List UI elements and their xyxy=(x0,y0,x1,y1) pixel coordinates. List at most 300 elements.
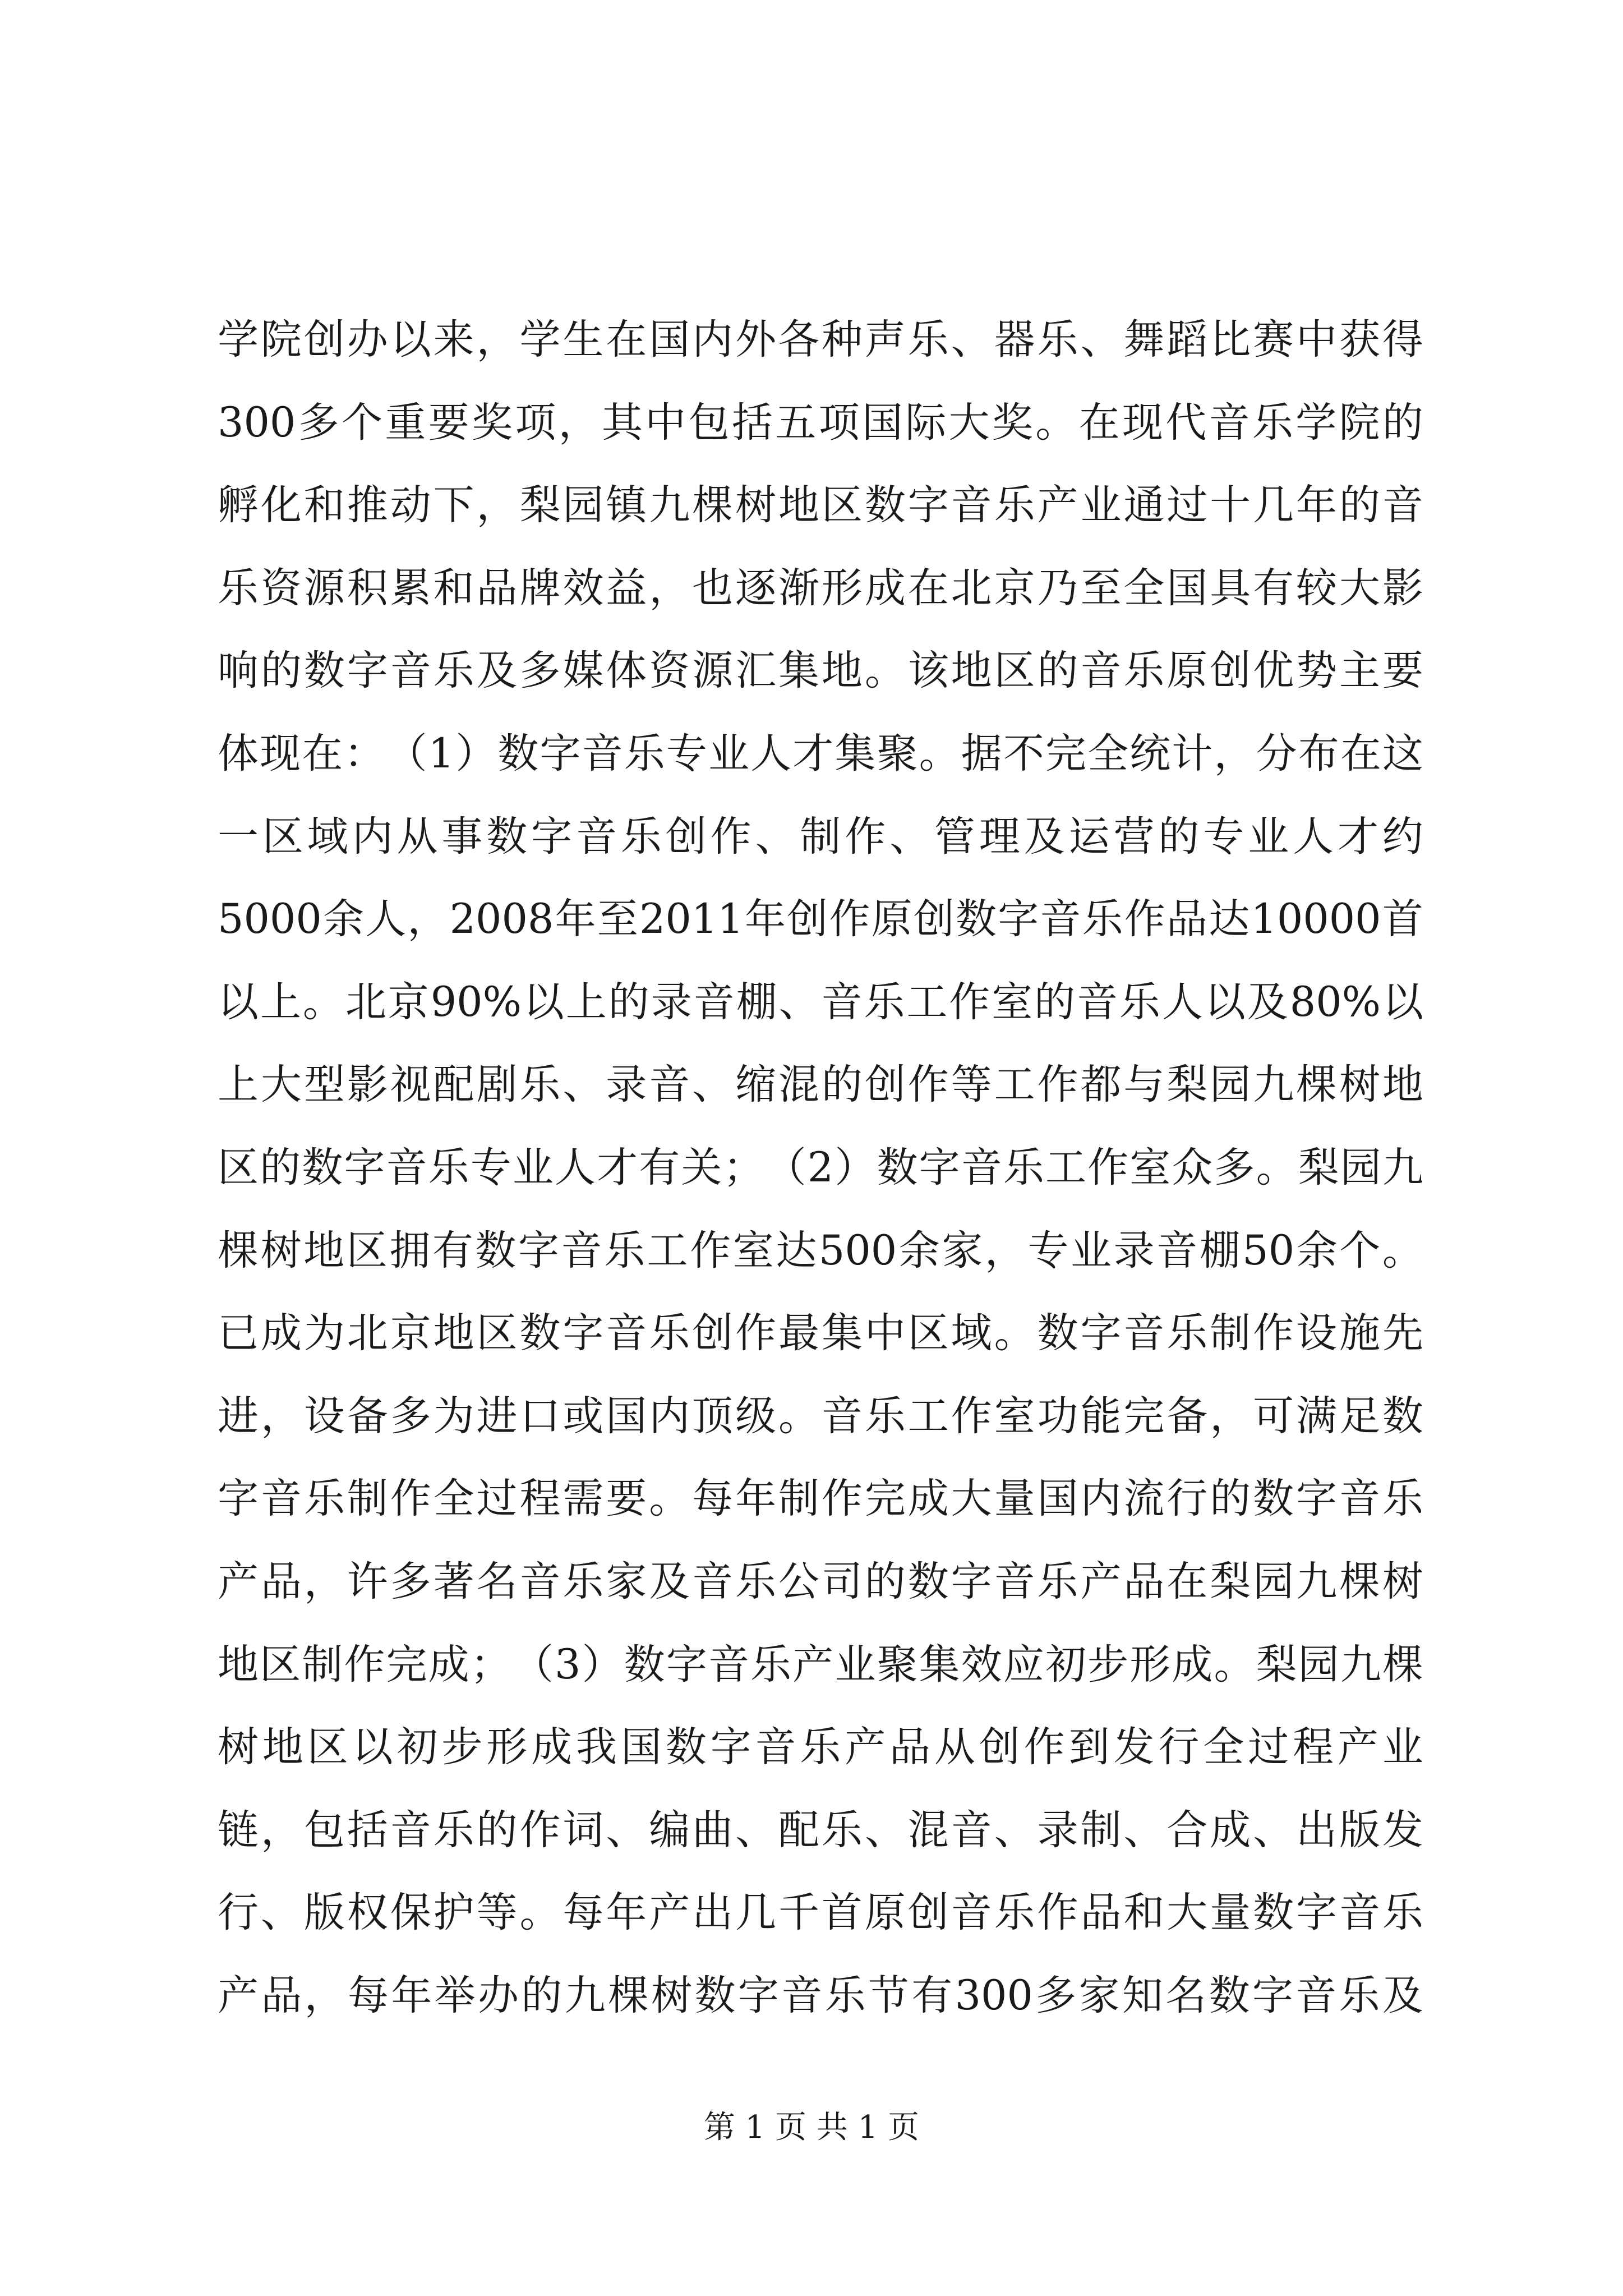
text-line xyxy=(218,961,1423,1044)
text-glyph: 乐 xyxy=(994,481,1035,530)
text-glyph: 比 xyxy=(1210,316,1251,364)
text-glyph: 才 xyxy=(792,729,834,777)
text-glyph: 业 xyxy=(1071,1226,1112,1274)
text-glyph: 人 xyxy=(1293,812,1334,861)
text-glyph: 来 xyxy=(433,316,474,364)
text-glyph: 字 xyxy=(1252,1971,1293,2019)
text-glyph: 国 xyxy=(606,1392,647,1440)
text-glyph: 发 xyxy=(1382,1806,1423,1854)
text-glyph: 混 xyxy=(778,1061,819,1109)
text-glyph: 名 xyxy=(476,1557,518,1605)
text-glyph: 音 xyxy=(708,1640,749,1688)
text-glyph: 作 xyxy=(907,1061,949,1109)
text-glyph: 的 xyxy=(1210,1475,1251,1523)
text-glyph: 设 xyxy=(303,1392,345,1440)
text-glyph: 作 xyxy=(821,1475,863,1523)
text-glyph: 配 xyxy=(433,1061,474,1109)
text-glyph: 创 xyxy=(913,895,955,944)
text-glyph: 千 xyxy=(778,1889,819,1937)
text-glyph: 创 xyxy=(787,895,828,944)
text-glyph: 媒 xyxy=(562,647,604,695)
text-glyph: 业 xyxy=(708,729,749,777)
text-glyph: 成 xyxy=(907,1475,949,1523)
text-glyph: 园 xyxy=(1340,1143,1381,1191)
text-glyph: 年 xyxy=(744,895,786,944)
text-glyph: 从 xyxy=(934,1723,975,1772)
text-glyph: 办 xyxy=(347,316,388,364)
text-glyph: ） xyxy=(455,729,497,777)
text-glyph: 制 xyxy=(347,1475,388,1523)
text-glyph: 在 xyxy=(1166,1557,1208,1605)
text-glyph: 口 xyxy=(519,1392,561,1440)
text-line xyxy=(218,795,1423,878)
text-glyph: 数 xyxy=(1209,1971,1250,2019)
text-glyph: 创 xyxy=(665,812,707,861)
text-glyph: 乐 xyxy=(907,316,949,364)
text-glyph: 优 xyxy=(1253,647,1294,695)
text-glyph: 乐 xyxy=(1382,1475,1423,1523)
text-glyph: 字 xyxy=(218,1475,259,1523)
text-line xyxy=(218,547,1423,630)
text-glyph: 音 xyxy=(390,647,431,695)
text-glyph: 、 xyxy=(1123,1806,1165,1854)
text-glyph: 年 xyxy=(1296,481,1338,530)
text-glyph: 及 xyxy=(476,647,518,695)
text-glyph: 棚 xyxy=(736,978,777,1026)
text-line xyxy=(218,464,1423,547)
text-glyph: 字 xyxy=(951,1557,992,1605)
text-glyph: 该 xyxy=(907,647,949,695)
text-glyph: 乐 xyxy=(994,1889,1035,1937)
text-glyph: 、 xyxy=(562,1061,604,1109)
text-glyph: 的 xyxy=(260,1143,301,1191)
text-glyph: 数 xyxy=(665,1723,707,1772)
text-glyph: 录 xyxy=(1037,1806,1078,1854)
text-glyph: 首 xyxy=(1382,895,1423,944)
text-glyph: 形 xyxy=(486,1723,528,1772)
text-glyph: 音 xyxy=(781,1971,823,2019)
text-glyph: 编 xyxy=(649,1806,690,1854)
text-glyph: 才 xyxy=(597,1143,638,1191)
text-glyph: 缩 xyxy=(735,1061,777,1109)
text-glyph: 录 xyxy=(606,1061,647,1109)
text-glyph: 成 xyxy=(428,1640,469,1688)
text-glyph: 据 xyxy=(961,729,1002,777)
text-glyph: 过 xyxy=(476,1475,518,1523)
text-glyph: 通 xyxy=(1123,481,1165,530)
text-glyph: 制 xyxy=(1210,1309,1251,1358)
text-glyph: 乐 xyxy=(1037,1557,1078,1605)
text-glyph: 、 xyxy=(778,978,820,1026)
text-glyph: 棚 xyxy=(1199,1226,1241,1274)
text-glyph: 学 xyxy=(519,316,561,364)
text-glyph: 字 xyxy=(347,647,388,695)
text-glyph: 品 xyxy=(1166,895,1207,944)
text-glyph: 程 xyxy=(519,1475,561,1523)
text-glyph: 乐 xyxy=(428,1143,469,1191)
text-glyph: 人 xyxy=(1161,978,1203,1026)
text-glyph: 护 xyxy=(433,1889,474,1937)
text-glyph: 地 xyxy=(951,647,992,695)
text-line xyxy=(218,1209,1423,1292)
text-glyph: 以 xyxy=(352,1723,393,1772)
text-glyph: 生 xyxy=(562,316,604,364)
text-glyph: 外 xyxy=(735,316,777,364)
text-glyph: 运 xyxy=(1068,812,1110,861)
text-glyph: 音 xyxy=(1295,1971,1337,2019)
text-glyph: 作 xyxy=(690,1226,731,1274)
text-glyph: 大 xyxy=(951,1475,992,1523)
text-glyph: 及 xyxy=(1247,978,1288,1026)
text-glyph: 种 xyxy=(821,316,863,364)
text-glyph: 区 xyxy=(260,1640,301,1688)
text-glyph: 可 xyxy=(1253,1392,1294,1440)
text-glyph: 数 xyxy=(302,1143,343,1191)
text-glyph: 乐 xyxy=(303,1475,345,1523)
text-glyph: 九 xyxy=(649,481,690,530)
text-glyph: 到 xyxy=(1068,1723,1110,1772)
text-glyph: 人 xyxy=(365,895,407,944)
text-glyph: 有 xyxy=(639,1143,680,1191)
text-glyph: 权 xyxy=(347,1889,388,1937)
text-glyph: 九 xyxy=(1253,1061,1294,1109)
text-glyph: 国 xyxy=(620,1723,662,1772)
text-glyph: 中 xyxy=(864,1309,906,1358)
text-glyph: 家 xyxy=(1078,1971,1120,2019)
text-glyph: 区 xyxy=(994,647,1035,695)
text-line xyxy=(218,1540,1423,1623)
text-glyph: 学 xyxy=(1295,398,1337,447)
text-glyph: 中 xyxy=(645,398,686,447)
text-glyph: 声 xyxy=(864,316,906,364)
text-glyph: 树 xyxy=(735,481,777,530)
text-glyph: 中 xyxy=(1296,316,1338,364)
text-glyph: 多 xyxy=(519,647,561,695)
text-glyph: 园 xyxy=(1210,1061,1251,1109)
text-glyph: 的 xyxy=(864,1557,906,1605)
text-glyph: ， xyxy=(558,398,600,447)
text-glyph: 。 xyxy=(919,729,960,777)
text-glyph: 500 xyxy=(818,1226,897,1274)
text-glyph: 赛 xyxy=(1253,316,1294,364)
text-glyph: 品 xyxy=(476,564,518,612)
text-glyph: 乐 xyxy=(864,1392,906,1440)
text-glyph: 推 xyxy=(347,481,388,530)
text-glyph: 大 xyxy=(1166,1889,1208,1937)
text-glyph: 举 xyxy=(434,1971,476,2019)
text-glyph: 乐 xyxy=(821,1806,863,1854)
text-glyph: 施 xyxy=(1339,1309,1380,1358)
text-glyph: 专 xyxy=(470,1143,511,1191)
text-glyph: 分 xyxy=(1256,729,1297,777)
text-glyph: 创 xyxy=(864,1061,906,1109)
text-glyph: 在 xyxy=(1340,729,1381,777)
text-glyph: 工 xyxy=(647,1226,688,1274)
text-glyph: 形 xyxy=(821,564,863,612)
text-glyph: 要 xyxy=(428,398,469,447)
text-glyph: 园 xyxy=(562,481,604,530)
text-glyph: 梨 xyxy=(1166,1061,1208,1109)
text-glyph: 制 xyxy=(302,1640,343,1688)
text-glyph: 多 xyxy=(298,398,339,447)
text-glyph: 乐 xyxy=(735,1557,777,1605)
text-glyph: 乐 xyxy=(649,1309,690,1358)
text-glyph: 音 xyxy=(821,978,863,1026)
text-glyph: 以 xyxy=(390,316,431,364)
text-glyph: 的 xyxy=(1034,978,1076,1026)
text-glyph: 应 xyxy=(1003,1640,1044,1688)
text-glyph: 乐 xyxy=(1166,1309,1208,1358)
text-glyph: 区 xyxy=(262,812,303,861)
text-glyph: 工 xyxy=(1045,1143,1086,1191)
text-glyph: 音 xyxy=(519,1557,561,1605)
text-line xyxy=(218,1375,1423,1458)
text-glyph: 个 xyxy=(1339,1226,1381,1274)
text-glyph: 九 xyxy=(1340,1640,1381,1688)
text-glyph: 要 xyxy=(1382,647,1423,695)
text-glyph: 发 xyxy=(1113,1723,1155,1772)
text-glyph: 重 xyxy=(385,398,426,447)
text-glyph: 集 xyxy=(834,729,876,777)
text-glyph: 著 xyxy=(433,1557,474,1605)
text-glyph: 量 xyxy=(1210,1889,1251,1937)
text-glyph: 镇 xyxy=(606,481,647,530)
text-glyph: 版 xyxy=(1339,1806,1380,1854)
text-glyph: 化 xyxy=(260,481,302,530)
text-glyph: 约 xyxy=(1382,812,1423,861)
text-glyph: 都 xyxy=(1080,1061,1122,1109)
text-glyph: 源 xyxy=(303,564,345,612)
text-glyph: 制 xyxy=(1080,1806,1122,1854)
text-glyph: 累 xyxy=(390,564,431,612)
text-glyph: 及 xyxy=(1382,1971,1423,2019)
text-glyph: 院 xyxy=(260,316,302,364)
text-glyph: 程 xyxy=(1293,1723,1334,1772)
text-glyph: 音 xyxy=(1080,647,1122,695)
text-glyph: 上 xyxy=(565,978,607,1026)
text-glyph: 音 xyxy=(390,1806,431,1854)
text-glyph: 以 xyxy=(1382,978,1423,1026)
text-glyph: 聚 xyxy=(877,729,918,777)
text-line xyxy=(218,381,1423,464)
text-glyph: 大 xyxy=(1339,564,1380,612)
text-glyph: 达 xyxy=(1209,895,1250,944)
text-glyph: 乐 xyxy=(519,1061,561,1109)
text-glyph: 棵 xyxy=(1339,1557,1380,1605)
text-line xyxy=(218,878,1423,961)
text-glyph: 乐 xyxy=(1119,978,1161,1026)
text-glyph: 现 xyxy=(260,729,301,777)
text-glyph: 事 xyxy=(441,812,483,861)
text-glyph: 音 xyxy=(692,1557,734,1605)
text-glyph: 音 xyxy=(1339,1889,1380,1937)
text-glyph: 树 xyxy=(1339,1061,1380,1109)
text-glyph: 创 xyxy=(907,1889,949,1937)
text-glyph: 多 xyxy=(1214,1143,1255,1191)
text-glyph: 成 xyxy=(864,564,906,612)
text-glyph: 音 xyxy=(386,1143,427,1191)
text-glyph: 完 xyxy=(1045,729,1086,777)
text-glyph: 音 xyxy=(582,729,623,777)
text-glyph: 业 xyxy=(834,1640,876,1688)
text-line xyxy=(218,1623,1423,1706)
text-glyph: 集 xyxy=(821,1309,863,1358)
text-glyph: 为 xyxy=(303,1309,345,1358)
text-glyph: 年 xyxy=(391,1971,432,2019)
text-glyph: 字 xyxy=(562,1309,604,1358)
text-glyph: 的 xyxy=(821,1061,863,1109)
text-glyph: ） xyxy=(834,1143,876,1191)
text-glyph: 产 xyxy=(1080,1557,1122,1605)
text-glyph: 、 xyxy=(692,1061,734,1109)
text-glyph: 备 xyxy=(347,1392,388,1440)
text-glyph: 数 xyxy=(694,1971,736,2019)
text-glyph: 逐 xyxy=(735,564,777,612)
text-glyph: 年 xyxy=(735,1475,777,1523)
text-glyph: 集 xyxy=(778,647,819,695)
text-glyph: 集 xyxy=(919,1640,960,1688)
text-glyph: 积 xyxy=(347,564,388,612)
text-glyph: 才 xyxy=(1337,812,1378,861)
text-glyph: 影 xyxy=(1382,564,1423,612)
text-glyph: 品 xyxy=(1123,1557,1165,1605)
text-glyph: 包 xyxy=(303,1806,345,1854)
text-glyph: 家 xyxy=(942,1226,983,1274)
text-glyph: 品 xyxy=(261,1971,302,2019)
text-glyph: 需 xyxy=(562,1475,604,1523)
text-glyph: ， xyxy=(304,1971,345,2019)
text-glyph: 这 xyxy=(1382,729,1423,777)
text-glyph: 几 xyxy=(1253,481,1294,530)
text-glyph: 地 xyxy=(303,1226,345,1274)
text-glyph: ， xyxy=(984,1226,1026,1274)
text-glyph: 合 xyxy=(1166,1806,1208,1854)
text-glyph: 工 xyxy=(907,1392,949,1440)
text-glyph: 专 xyxy=(1027,1226,1069,1274)
text-glyph: ， xyxy=(303,1557,345,1605)
text-glyph: 为 xyxy=(433,1392,474,1440)
text-glyph: 京 xyxy=(994,564,1035,612)
text-glyph: 的 xyxy=(1382,398,1423,447)
text-glyph: 众 xyxy=(1172,1143,1213,1191)
text-glyph: 乐 xyxy=(824,1971,866,2019)
text-glyph: 几 xyxy=(735,1889,777,1937)
text-glyph: 创 xyxy=(979,1723,1020,1772)
text-glyph: 乐 xyxy=(433,1806,474,1854)
text-glyph: 音 xyxy=(1209,398,1250,447)
text-glyph: 际 xyxy=(905,398,947,447)
text-glyph: 和 xyxy=(303,481,345,530)
text-glyph: 全 xyxy=(433,1475,474,1523)
text-glyph: 品 xyxy=(1080,1889,1122,1937)
text-glyph: 制 xyxy=(800,812,841,861)
text-glyph: 项 xyxy=(818,398,860,447)
text-glyph: 过 xyxy=(1166,481,1208,530)
text-glyph: 地 xyxy=(778,481,819,530)
text-glyph: 乃 xyxy=(1037,564,1078,612)
text-glyph: 孵 xyxy=(218,481,259,530)
text-glyph: 地 xyxy=(821,647,863,695)
text-glyph: 渐 xyxy=(778,564,819,612)
text-glyph: 。 xyxy=(649,1475,690,1523)
text-glyph: 有 xyxy=(911,1971,953,2019)
text-glyph: 代 xyxy=(1165,398,1207,447)
text-glyph: 。 xyxy=(864,647,906,695)
text-glyph: 成 xyxy=(531,1723,573,1772)
text-glyph: 以 xyxy=(218,978,259,1026)
text-glyph: 的 xyxy=(1158,812,1200,861)
text-glyph: 梨 xyxy=(1256,1640,1297,1688)
text-glyph: 数 xyxy=(519,1309,561,1358)
text-glyph: 曲 xyxy=(692,1806,734,1854)
page-footer: 第 1 页 共 1 页 xyxy=(703,2109,920,2146)
text-glyph: 数 xyxy=(877,1143,918,1191)
text-glyph: 音 xyxy=(1339,1475,1380,1523)
text-glyph: ， xyxy=(407,895,449,944)
text-glyph: 获 xyxy=(1339,316,1380,364)
text-glyph: 树 xyxy=(218,1723,259,1772)
text-glyph: ， xyxy=(476,316,518,364)
text-glyph: 、 xyxy=(889,812,931,861)
text-line xyxy=(218,1789,1423,1872)
text-glyph: 的 xyxy=(1339,481,1380,530)
text-glyph: 余 xyxy=(322,895,364,944)
text-glyph: 多 xyxy=(1035,1971,1077,2019)
text-glyph: 源 xyxy=(692,647,734,695)
text-glyph: 行 xyxy=(218,1889,259,1937)
text-glyph: 5000 xyxy=(218,895,322,944)
text-glyph: 完 xyxy=(1123,1392,1165,1440)
text-glyph: 级 xyxy=(735,1392,777,1440)
text-glyph: 项 xyxy=(515,398,556,447)
text-glyph: 设 xyxy=(1296,1309,1338,1358)
text-glyph: 等 xyxy=(476,1889,518,1937)
text-glyph: 字 xyxy=(998,895,1039,944)
text-glyph: 达 xyxy=(776,1226,817,1274)
text-line xyxy=(218,1457,1423,1540)
text-glyph: 、 xyxy=(755,812,796,861)
text-glyph: 计 xyxy=(1172,729,1213,777)
text-glyph: 。 xyxy=(519,1889,561,1937)
text-glyph: 的 xyxy=(608,978,649,1026)
text-glyph: 乐 xyxy=(1252,398,1293,447)
text-glyph: 五 xyxy=(775,398,817,447)
text-glyph: 作 xyxy=(344,1640,385,1688)
text-glyph: 棵 xyxy=(692,481,734,530)
text-glyph: 上 xyxy=(260,978,301,1026)
text-glyph: 字 xyxy=(344,1143,385,1191)
text-glyph: 首 xyxy=(821,1889,863,1937)
text-glyph: 余 xyxy=(898,1226,940,1274)
text-glyph: 等 xyxy=(951,1061,992,1109)
text-glyph: 数 xyxy=(1382,1392,1423,1440)
text-glyph: ， xyxy=(649,564,690,612)
text-glyph: 数 xyxy=(864,481,906,530)
text-glyph: 作 xyxy=(1087,1143,1129,1191)
text-glyph: 每 xyxy=(692,1475,734,1523)
text-glyph: 我 xyxy=(576,1723,617,1772)
text-glyph: 上 xyxy=(218,1061,259,1109)
text-glyph: 剧 xyxy=(476,1061,518,1109)
text-glyph: 2011 xyxy=(639,895,744,944)
text-glyph: 势 xyxy=(1296,647,1338,695)
text-glyph: 国 xyxy=(1166,564,1208,612)
text-glyph: 专 xyxy=(666,729,707,777)
text-line xyxy=(218,1706,1423,1789)
text-glyph: 业 xyxy=(512,1143,554,1191)
text-glyph: 音 xyxy=(1040,895,1081,944)
text-glyph: 进 xyxy=(218,1392,259,1440)
